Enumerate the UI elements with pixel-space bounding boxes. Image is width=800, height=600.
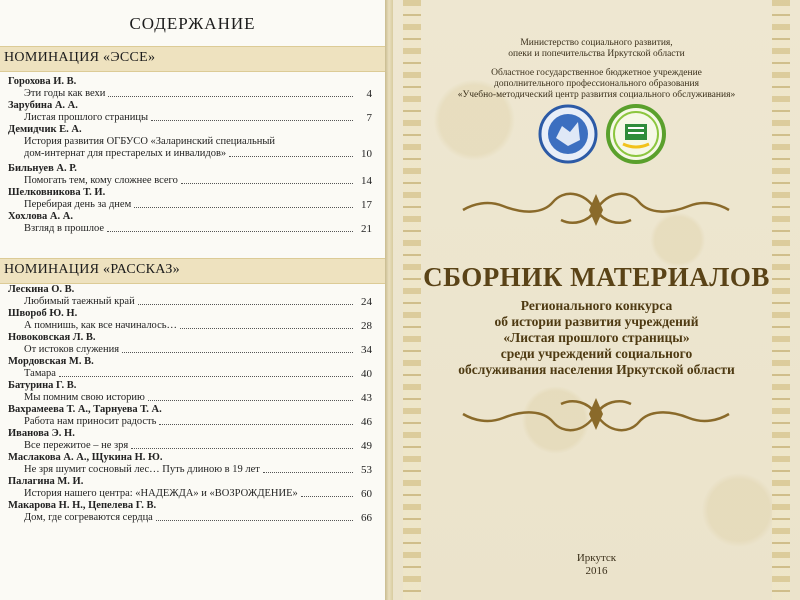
dot-leader [148,399,353,401]
toc-entry-title: Мы помним свою историю [24,392,145,403]
dot-leader [131,447,353,449]
toc-entry [8,211,372,235]
toc-entry-author: Иванова Э. Н. [8,428,75,439]
toc-entry-page: 43 [361,392,372,404]
cover-ornament-border-left [403,0,421,600]
ornament-top [393,180,800,240]
dot-leader [156,519,353,521]
institution-name: Областное государственное бюджетное учреждение дополнительного профессионального образования «Учебно-методический центр развития социального обслуживания» [457,68,736,100]
toc-entry [8,124,372,160]
publication-place-year: Иркутск 2016 [576,552,617,577]
toc-entry-page: 7 [366,112,372,124]
toc-entry [8,476,372,500]
section-band-story [0,258,385,284]
ornament-bottom [393,384,800,444]
toc-entry [8,187,372,211]
dot-leader [107,230,353,232]
toc-entry-author: Вахрамеева Т. А., Тарнуева Т. А. [8,404,162,415]
toc-entry-author: Демидчик Е. А. [8,124,82,135]
toc-entry-page: 17 [361,199,372,211]
toc-entry-author: Батурина Г. В. [8,380,77,391]
toc-entry-title: Любимый таежный край [24,296,135,307]
dot-leader [263,471,353,473]
dot-leader [301,495,353,497]
toc-entry-page: 40 [361,368,372,380]
toc-entry-author: Швороб Ю. Н. [8,308,78,319]
toc-entry [8,404,372,428]
toc-entry-page: 60 [361,488,372,500]
toc-entry-title: Дом, где согреваются сердца [24,512,153,523]
toc-title: СОДЕРЖАНИЕ [129,14,256,33]
toc-entry [8,332,372,356]
toc-entry-title: От истоков служения [24,344,120,355]
toc-entry-author: Маслакова А. А., Щукина Н. Ю. [8,452,163,463]
toc-entry-page: 4 [366,88,372,100]
section-heading: НОМИНАЦИЯ «ЭССЕ» [4,50,156,65]
dot-leader [134,206,353,208]
book-spine [385,0,393,600]
cover-title: СБОРНИК МАТЕРИАЛОВ [423,262,770,292]
toc-entry-title: Помогать тем, кому сложнее всего [24,175,178,186]
dot-leader [122,351,353,353]
toc-entry-author: Новоковская Л. В. [8,332,96,343]
dot-leader [59,375,353,377]
toc-entry-page: 53 [361,464,372,476]
toc-entry-title: Эти годы как вехи [24,88,106,99]
toc-entry-title: Перебирая день за днем [24,199,132,210]
toc-entry [8,76,372,100]
toc-entry-author: Мордовская М. В. [8,356,94,367]
cover-page [393,0,800,600]
toc-entry-author: Лескина О. В. [8,284,75,295]
toc-entry-title: Работа нам приносит радость [24,416,157,427]
toc-entry [8,100,372,124]
toc-entry-author: Хохлова А. А. [8,211,73,222]
ministry-name: Министерство социального развития, опеки и попечительства Иркутской области [508,38,685,59]
dot-leader [180,327,353,329]
toc-entry [8,380,372,404]
toc-entry-title: Не зря шумит сосновый лес… Путь длиною в 19 лет [24,464,260,475]
toc-entry-title: А помнишь, как все начиналось… [24,320,178,331]
toc-entry-title: Взгляд в прошлое [24,223,105,234]
dot-leader [181,182,353,184]
toc-entry-title: История нашего центра: «НАДЕЖДА» и «ВОЗРОЖДЕНИЕ» [24,488,298,499]
toc-entry [8,356,372,380]
toc-entry-author: Шелковникова Т. И. [8,187,106,198]
dot-leader [151,119,353,121]
cover-ornament-border-right [772,0,790,600]
toc-entry [8,428,372,452]
toc-entry-title: Все пережитое – не зря [24,440,129,451]
toc-entry [8,163,372,187]
toc-page [0,0,385,600]
toc-entry-author: Палагина М. И. [8,476,84,487]
ministry-emblem-logo [538,104,598,164]
toc-entry-author: Горохова И. В. [8,76,77,87]
dot-leader [229,155,353,157]
toc-entry-page: 46 [361,416,372,428]
toc-entry-page: 14 [361,175,372,187]
section-band-essay [0,46,385,72]
toc-entry-author: Макарова Н. Н., Цепелева Г. В. [8,500,157,511]
toc-entry-page: 24 [361,296,372,308]
dot-leader [159,423,353,425]
toc-entry-page: 28 [361,320,372,332]
toc-entry-page: 49 [361,440,372,452]
toc-entry-page: 34 [361,344,372,356]
toc-entry-author: Зарубина А. А. [8,100,78,111]
toc-entry-page: 21 [361,223,372,235]
toc-entry [8,500,372,524]
toc-entry-title: дом-интернат для престарелых и инвалидов» [24,148,227,159]
toc-entry-page: 66 [361,512,372,524]
toc-entry [8,452,372,476]
toc-entry [8,284,372,308]
toc-entry-title: Тамара [24,368,56,379]
toc-entry-page: 10 [361,148,372,160]
methodical-center-logo [605,104,667,164]
toc-entry-title: История развития ОГБУСО «Заларинский специальный [24,136,276,147]
toc-entry-author: Бильнуев А. Р. [8,163,77,174]
dot-leader [138,303,353,305]
section-heading: НОМИНАЦИЯ «РАССКАЗ» [4,262,180,277]
cover-subtitle: Регионального конкурса об истории развития учреждений «Листая прошлого страницы» среди учреждений социального обслуживания населения Иркутской области [458,298,735,377]
dot-leader [108,95,353,97]
toc-entry [8,308,372,332]
toc-entry-title: Листая прошлого страницы [24,112,149,123]
